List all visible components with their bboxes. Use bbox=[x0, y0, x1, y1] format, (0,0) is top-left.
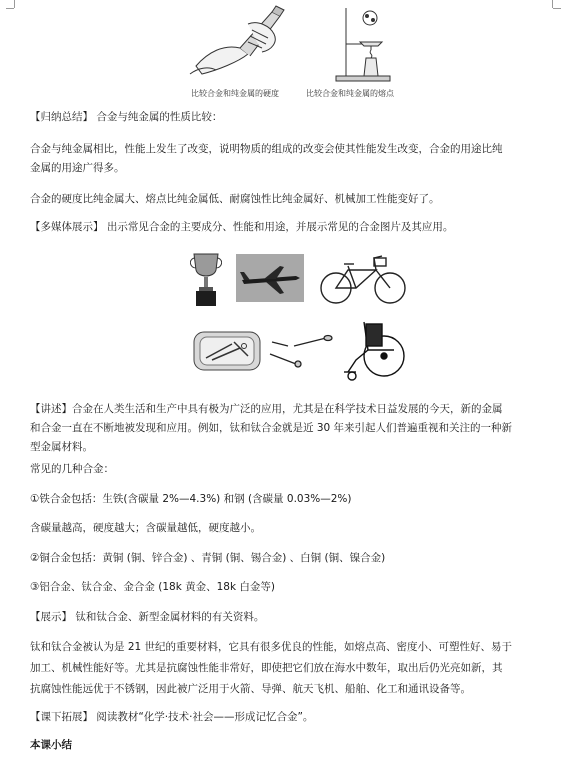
figure-caption-hardness: 比较合金和纯金属的硬度 bbox=[191, 89, 279, 98]
iron-alloys: ①铁合金包括：生铁(含碳量 2%—4.3%) 和钢 (含碳量 0.03%—2%) bbox=[30, 493, 352, 505]
titanium-line-2: 加工、机械性能好等。尤其是抗腐蚀性能非常好，即使把它们放在海水中数年，取出后仍光亮如新，其 bbox=[30, 662, 503, 674]
extension-reading: 【课下拓展】 阅读教材“化学·技术·社会——形成记忆合金”。 bbox=[30, 711, 314, 723]
carbon-hardness-note: 含碳量越高，硬度越大；含碳量越低，硬度越小。 bbox=[30, 522, 261, 534]
other-alloys: ③铝合金、钛合金、金合金 (18k 黄金、18k 白金等) bbox=[30, 581, 276, 593]
summary-line-1: 合金与纯金属相比，性能上发生了改变，说明物质的组成的改变会使其性能发生改变，合金的用途比纯 bbox=[30, 143, 503, 155]
dental-tools-image bbox=[266, 334, 334, 370]
figure-melting-point-experiment bbox=[330, 4, 400, 84]
figure-caption-melting-point: 比较合金和纯金属的熔点 bbox=[306, 89, 394, 98]
figure-hardness-experiment bbox=[188, 4, 298, 84]
property-comparison: 合金的硬度比纯金属大、熔点比纯金属低、耐腐蚀性比纯金属好、机械加工性能变好了。 bbox=[30, 193, 440, 205]
page-corner-mark bbox=[553, 8, 561, 9]
lecture-line-1: 【讲述】合金在人类生活和生产中具有极为广泛的应用，尤其是在科学技术日益发展的今天，新的金属 bbox=[30, 403, 503, 415]
titanium-line-3: 抗腐蚀性能远优于不锈钢，因此被广泛用于火箭、导弹、航天飞机、船舶、化工和通讯设备等。 bbox=[30, 683, 471, 695]
lesson-summary-heading: 本课小结 bbox=[30, 739, 72, 751]
page-corner-mark bbox=[6, 8, 14, 9]
bicycle-image bbox=[318, 248, 408, 306]
common-alloys-heading: 常见的几种合金： bbox=[30, 463, 114, 475]
titanium-line-1: 钛和钛合金被认为是 21 世纪的重要材料，它具有很多优良的性能，如熔点高、密度小、可塑性好、易于 bbox=[30, 641, 513, 653]
summary-heading: 【归纳总结】 合金与纯金属的性质比较： bbox=[30, 111, 223, 123]
trophy-image bbox=[190, 250, 222, 308]
display-heading: 【展示】 钛和钛合金、新型金属材料的有关资料。 bbox=[30, 611, 265, 623]
ring-stand-heating-illustration bbox=[330, 4, 400, 84]
copper-alloys: ②铜合金包括：黄铜 (铜、锌合金) 、青铜 (铜、锡合金) 、白铜 (铜、镍合金) bbox=[30, 552, 386, 564]
page-corner-mark bbox=[14, 0, 15, 8]
lecture-line-3: 型金属材料。 bbox=[30, 441, 93, 453]
surgical-tray-image bbox=[192, 328, 262, 374]
airplane-image bbox=[236, 254, 304, 302]
multimedia-heading: 【多媒体展示】 出示常见合金的主要成分、性能和用途，并展示常见的合金图片及其应用。 bbox=[30, 221, 454, 233]
summary-line-2: 金属的用途广得多。 bbox=[30, 162, 125, 174]
hands-scratching-metal-illustration bbox=[188, 4, 298, 84]
lecture-line-2: 和合金一直在不断地被发现和应用。例如，钛和钛合金就是近 30 年来引起人们普遍重视和关注的一种新 bbox=[30, 422, 513, 434]
wheelchair-image bbox=[342, 316, 410, 382]
page-corner-mark bbox=[552, 0, 553, 8]
